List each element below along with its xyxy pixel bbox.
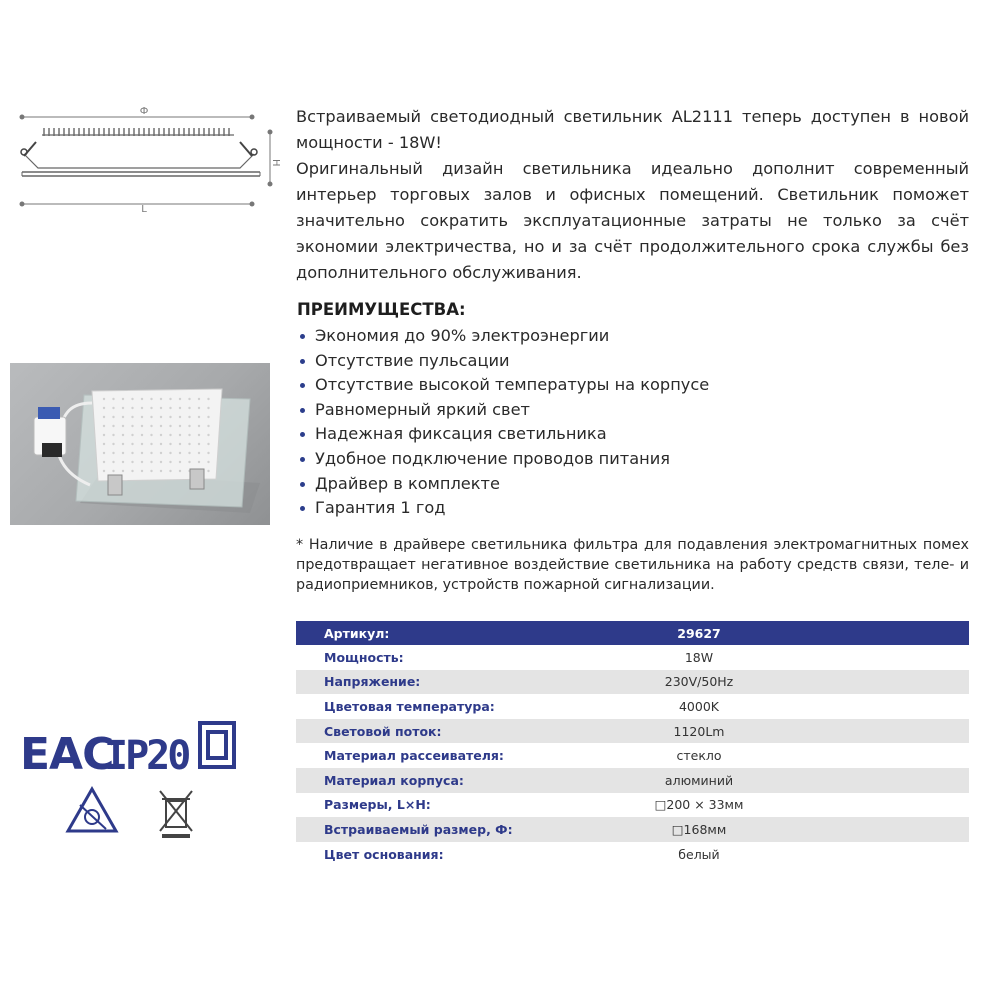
intro-paragraph-1: Встраиваемый светодиодный светильник AL2111 теперь доступен в новой мощности - 18W! (296, 107, 969, 152)
bullet-icon (300, 482, 305, 487)
list-item (300, 324, 709, 349)
list-item (300, 422, 709, 447)
l-label: L (141, 204, 147, 214)
list-item-text: Надежная фиксация светильника (315, 424, 607, 444)
table-row (296, 645, 969, 670)
spec-value: 4000K (678, 698, 719, 714)
intro-text (296, 104, 969, 286)
list-item-text: Отсутствие пульсации (315, 350, 510, 370)
list-item (300, 447, 709, 472)
spec-header-label: Артикул: (324, 625, 390, 641)
spec-label: Напряжение: (324, 674, 421, 690)
spec-value: алюминий (664, 772, 734, 788)
dimension-drawing (14, 104, 286, 214)
table-row (296, 694, 969, 719)
bullet-icon (300, 334, 305, 339)
list-item-text: Отсутствие высокой температуры на корпусе (315, 375, 710, 395)
ip20-mark: IP20 (104, 733, 189, 779)
spec-value: 1120Lm (673, 723, 725, 739)
spec-label: Размеры, L×H: (324, 797, 431, 813)
spec-value: 230V/50Hz (664, 674, 734, 690)
bullet-icon (300, 359, 305, 364)
list-item (300, 472, 709, 497)
emc-note: * Наличие в драйвере светильника фильтра для подавления электромагнитных помех предотвращает негативное воздействие светильника на работу средств связи, теле- и радиоприемников, устройств пожарной сигнализации. (296, 537, 969, 593)
advantages-list (300, 324, 709, 521)
spec-label: Материал рассеивателя: (324, 748, 504, 764)
warning-triangle-icon (68, 789, 116, 831)
bullet-icon (300, 432, 305, 437)
spec-value: 18W (684, 649, 714, 665)
spec-table (296, 621, 969, 866)
table-row (296, 768, 969, 793)
list-item (300, 398, 709, 423)
class-ii-icon (200, 723, 234, 767)
table-row (296, 719, 969, 744)
table-row (296, 743, 969, 768)
spec-value: стекло (676, 748, 722, 764)
list-item-text: Равномерный яркий свет (315, 399, 530, 419)
bullet-icon (300, 457, 305, 462)
spec-label: Материал корпуса: (324, 772, 464, 788)
list-item (300, 349, 709, 374)
spec-value: белый (678, 846, 720, 862)
intro-paragraph-2: Оригинальный дизайн светильника идеально дополнит современный интерьер торговых залов и офисных помещений. Светильник поможет значительно сократить эксплуатационные затраты не только за счёт экономии электричества, но и за счёт продолжительного срока службы без дополнительного обслуживания. (296, 159, 969, 282)
list-item-text: Гарантия 1 год (315, 498, 446, 518)
product-photo (10, 363, 270, 525)
spec-value: □168мм (671, 821, 727, 837)
advantages-title: ПРЕИМУЩЕСТВА: (297, 300, 466, 319)
table-row (296, 842, 969, 867)
list-item-text: Драйвер в комплекте (315, 473, 500, 493)
bullet-icon (300, 408, 305, 413)
spec-header-value: 29627 (677, 625, 721, 641)
spec-label: Цвет основания: (324, 846, 444, 862)
spec-label: Цветовая температура: (324, 698, 495, 714)
table-row (296, 793, 969, 818)
table-row (296, 670, 969, 695)
bullet-icon (300, 506, 305, 511)
list-item-text: Экономия до 90% электроэнергии (315, 326, 610, 345)
eac-mark: EAC (20, 729, 114, 780)
spec-header-row (296, 621, 969, 645)
table-row (296, 817, 969, 842)
weee-bin-icon (160, 791, 192, 838)
spec-value: □200 × 33мм (654, 797, 744, 813)
list-item (300, 496, 709, 521)
bullet-icon (300, 383, 305, 388)
spec-label: Световой поток: (324, 723, 442, 739)
h-label: H (270, 159, 281, 167)
certification-icons (20, 713, 250, 843)
list-item-text: Удобное подключение проводов питания (315, 448, 670, 468)
spec-label: Встраиваемый размер, Ф: (324, 821, 513, 837)
list-item (300, 373, 709, 398)
spec-label: Мощность: (324, 649, 404, 665)
phi-label: Ф (139, 106, 149, 117)
